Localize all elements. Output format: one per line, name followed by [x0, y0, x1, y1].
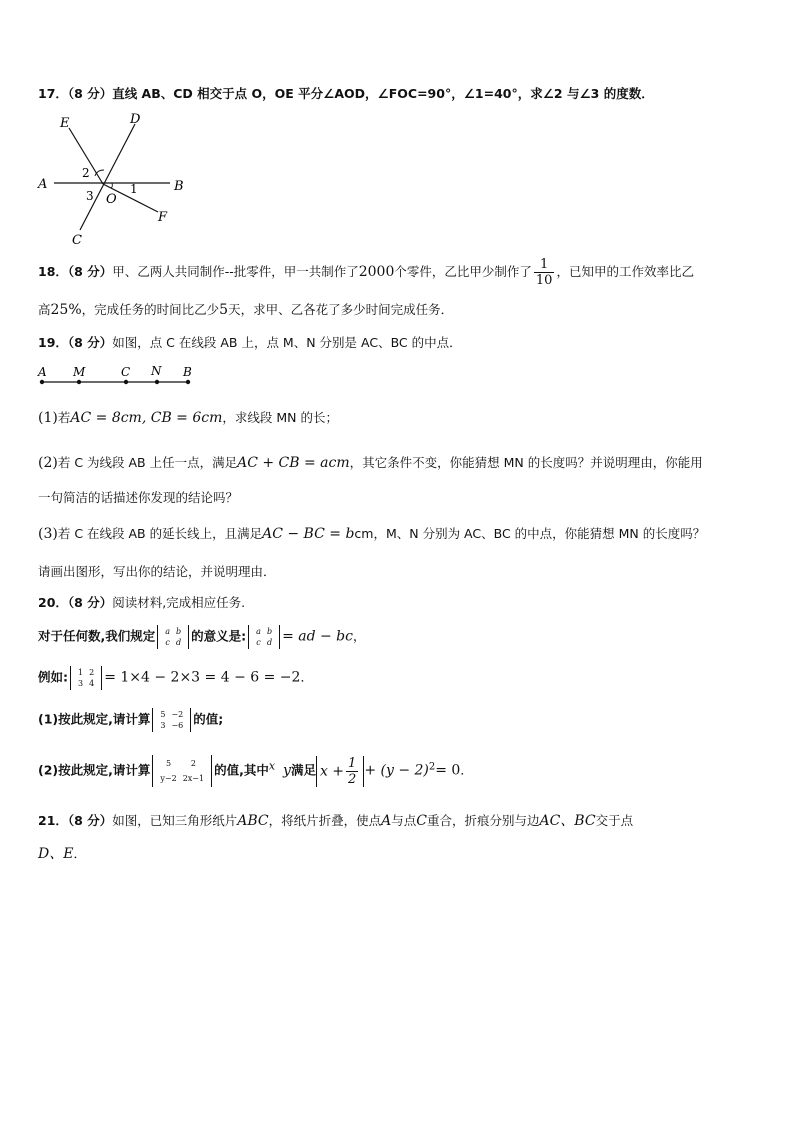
- q18-fraction: [534, 257, 555, 288]
- q20-t2-e: = 0: [435, 762, 461, 779]
- q17-number: 17．（8 分）: [38, 86, 113, 101]
- q20-t1-a: (1)按此规定,请计算: [38, 711, 151, 727]
- t1-det-22: −6: [171, 721, 184, 730]
- q21-c: 与点: [391, 813, 417, 828]
- q20-ex-b: = 1×4 − 2×3 = 4 − 6 = −2: [104, 669, 301, 686]
- q18-text-1b: 个零件，乙比甲少制作了: [394, 264, 532, 279]
- q19-p2-math: AC + CB = acm: [237, 455, 350, 471]
- half-num: 1: [348, 755, 357, 771]
- label-A: A: [38, 177, 48, 192]
- q21-ac-bc: AC、BC: [539, 813, 596, 829]
- det2-b: b: [266, 627, 273, 636]
- det2-c: c: [256, 638, 261, 647]
- q19-part3-line2: [38, 562, 276, 580]
- q18-number: 18．（8 分）: [38, 264, 113, 279]
- q20-t2-sq: 2: [428, 761, 436, 773]
- q19-number: 19．（8 分）: [38, 335, 113, 350]
- t2-det-11: 5: [165, 759, 172, 768]
- q20-def-c: = ad − bc: [282, 628, 353, 645]
- angle-arc-1: [111, 183, 112, 188]
- det-c: c: [165, 638, 170, 647]
- label-N: N: [151, 364, 162, 378]
- q19-p3-b: cm，M、N 分别为 AC、BC 的中点，你能猜想 MN 的长度吗？: [354, 526, 706, 541]
- q20-line: [38, 593, 245, 611]
- task2-determinant: [152, 755, 212, 787]
- q18-five: 5: [219, 302, 229, 318]
- t1-det-12: −2: [171, 710, 184, 719]
- q21-A: A: [381, 813, 392, 829]
- ex-det-21: 3: [78, 679, 84, 688]
- q19-p3-a: 若 C 在线段 AB 的延长线上，且满足: [57, 526, 263, 541]
- half-den: 2: [348, 771, 357, 787]
- q20-t2-c: 满足: [290, 762, 316, 778]
- t2-det-22: 2x−1: [182, 774, 205, 783]
- q18-frac-den: 10: [535, 273, 553, 288]
- q19-p3-c: 请画出图形，写出你的结论，并说明理由．: [38, 564, 276, 579]
- label-A: A: [38, 365, 47, 379]
- q20-t1-b: 的值;: [193, 711, 224, 727]
- angle-arc-2: [95, 170, 104, 176]
- q20-def-a: 对于任何数,我们规定: [38, 628, 156, 644]
- q18-pct: 25%: [50, 302, 82, 318]
- q20-task2: [38, 755, 473, 787]
- label-O: O: [106, 192, 117, 207]
- ex-det-11: 1: [78, 668, 84, 677]
- q19-p3-index: (3): [38, 526, 58, 542]
- q20-t2-abs-x: x +: [319, 763, 345, 779]
- q19-p1-index: (1): [38, 410, 58, 426]
- point-A: [40, 380, 44, 384]
- q20-t2-b: 的值,其中: [214, 762, 269, 778]
- det-a: a: [165, 627, 171, 636]
- t1-det-11: 5: [160, 710, 166, 719]
- det-d: d: [176, 638, 182, 647]
- q19-part2-line2: [38, 488, 238, 506]
- label-B: B: [183, 365, 192, 379]
- q20-text: 阅读材料,完成相应任务.: [112, 595, 246, 610]
- task1-determinant: [152, 708, 191, 732]
- label-B: B: [174, 179, 184, 194]
- q20-ex-c: ．: [300, 669, 313, 685]
- q17-line: [38, 84, 654, 102]
- q21-abc: ABC: [237, 813, 269, 829]
- q20-t2-a: (2)按此规定,请计算: [38, 762, 151, 778]
- q21-b: ，将纸片折叠，使点: [268, 813, 382, 828]
- q18-text-2c: 天，求甲、乙各花了多少时间完成任务．: [228, 302, 454, 317]
- abs-value-expression: [316, 756, 364, 787]
- q21-C: C: [416, 813, 427, 829]
- q19-p1-b: ，求线段 MN 的长；: [222, 410, 338, 425]
- q19-p1-a: 若: [57, 410, 71, 425]
- q21-de: D、E: [38, 846, 74, 862]
- label-angle-3: 3: [86, 189, 94, 203]
- q21-e: 交于点: [595, 813, 634, 828]
- q18-frac-num: 1: [534, 257, 555, 273]
- label-angle-2: 2: [82, 166, 90, 180]
- point-N: [155, 380, 159, 384]
- q18-line1: [38, 257, 694, 288]
- q19-p1-math: AC = 8cm, CB = 6cm: [70, 410, 223, 426]
- q20-t2-x: x: [268, 759, 276, 773]
- q20-ex-a: 例如:: [38, 669, 68, 685]
- q21-line1: [38, 810, 633, 830]
- q18-line2: [38, 300, 453, 318]
- q18-text-1a: 甲、乙两人共同制作--批零件，甲一共制作了: [112, 264, 359, 279]
- q21-number: 21．（8 分）: [38, 813, 113, 828]
- q17-figure: [34, 108, 194, 250]
- det-b: b: [176, 627, 182, 636]
- q19-p2-index: (2): [38, 455, 58, 471]
- q20-def-d: ，: [353, 628, 366, 644]
- example-determinant: [70, 666, 102, 690]
- q20-t2-f: ．: [460, 762, 473, 778]
- q21-line2: [38, 843, 86, 863]
- t2-det-12: 2: [190, 759, 196, 768]
- point-C: [124, 380, 128, 384]
- q21-f: ．: [73, 846, 86, 861]
- q20-task1: [38, 708, 223, 732]
- q17-text: 直线 AB、CD 相交于点 O，OE 平分∠AOD，∠FOC=90°，∠1=40°，求∠2 与∠3 的度数．: [112, 86, 654, 101]
- q21-d: 重合，折痕分别与边: [426, 813, 540, 828]
- ex-det-12: 2: [89, 668, 95, 677]
- q18-text-2b: ，完成任务的时间比乙少: [81, 302, 220, 317]
- label-C: C: [121, 365, 131, 379]
- def-determinant-2: [248, 625, 280, 649]
- q19-p2-a: 若 C 为线段 AB 上任一点，满足: [57, 455, 238, 470]
- q18-text-2a: 高: [38, 302, 51, 317]
- q20-def-b: 的意义是:: [191, 628, 247, 644]
- q18-text-1c: ，已知甲的工作效率比乙: [556, 264, 694, 279]
- det2-a: a: [256, 627, 261, 636]
- q19-part2: [38, 453, 703, 471]
- point-M: [77, 380, 81, 384]
- label-C: C: [72, 233, 82, 248]
- q19-text: 如图，点 C 在线段 AB 上，点 M、N 分别是 AC、BC 的中点．: [112, 335, 462, 350]
- q20-number: 20．（8 分）: [38, 595, 113, 610]
- q21-a: 如图，已知三角形纸片: [112, 813, 238, 828]
- q20-example: [38, 666, 313, 690]
- t2-det-21: y−2: [160, 774, 177, 783]
- q20-t2-d: + (y − 2): [364, 762, 429, 779]
- det2-d: d: [266, 638, 273, 647]
- ex-det-22: 4: [89, 679, 95, 688]
- q20-t2-y: y: [283, 762, 291, 779]
- q19-part3: [38, 524, 705, 542]
- q20-definition: [38, 625, 366, 649]
- point-B: [186, 380, 190, 384]
- q19-segment-figure: [36, 364, 196, 390]
- def-determinant: [157, 625, 189, 649]
- q19-part1: [38, 408, 338, 426]
- label-F: F: [158, 210, 168, 225]
- label-angle-1: 1: [130, 182, 138, 196]
- q19-p2-b: ，其它条件不变，你能猜想 MN 的长度吗？并说明理由，你能用: [349, 455, 703, 470]
- half-fraction: [346, 756, 358, 787]
- q19-p3-math: AC − BC = b: [262, 526, 355, 542]
- label-E: E: [60, 116, 70, 131]
- q19-p2-c: 一句简洁的话描述你发现的结论吗？: [38, 490, 239, 505]
- q19-line: [38, 333, 462, 351]
- label-D: D: [130, 112, 141, 127]
- t1-det-21: 3: [160, 721, 166, 730]
- label-M: M: [73, 365, 86, 379]
- q18-n2000: 2000: [358, 264, 395, 280]
